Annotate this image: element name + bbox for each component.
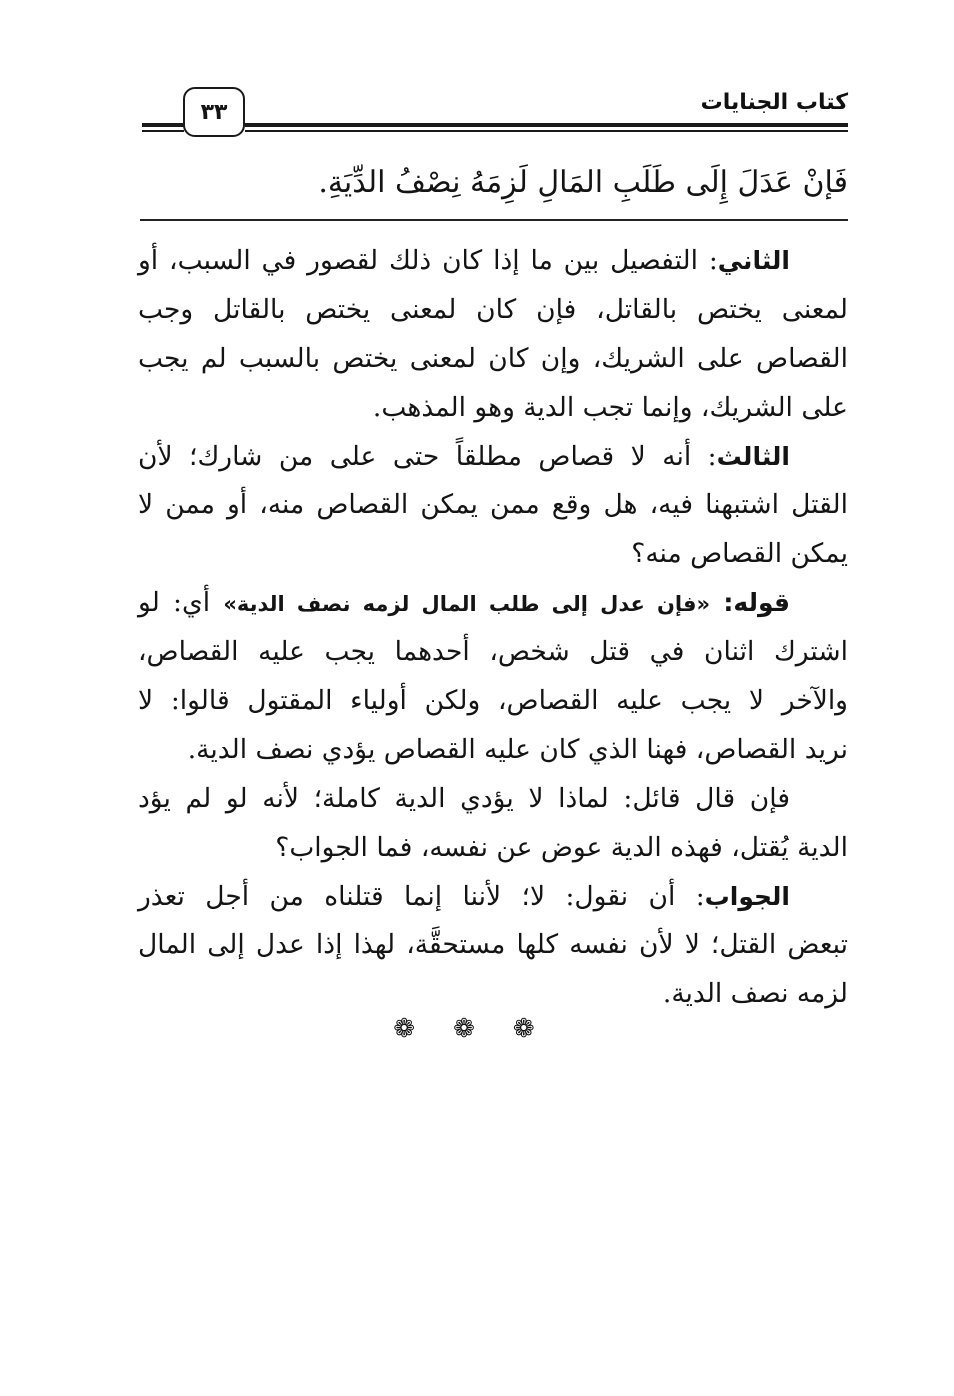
text-line: تبعض القتل؛ لا لأن نفسه كلها مستحقَّة، لهذا إذا عدل إلى المال <box>138 929 848 961</box>
text-line: نريد القصاص، فهنا الذي كان عليه القصاص يؤدي نصف الدية. <box>187 733 848 765</box>
line-text: : أنه لا قصاص مطلقاً حتى على من شارك؛ لأن <box>138 440 717 472</box>
text-line <box>138 579 848 628</box>
header-rule-thin <box>245 130 848 132</box>
text-line: لزمه نصف الدية. <box>662 978 848 1010</box>
header-rule-left-thick <box>142 123 184 127</box>
page-number-text: ٣٣ <box>200 99 228 125</box>
line-text: أي: لو <box>138 587 224 619</box>
text-line: اشترك اثنان في قتل شخص، أحدهما يجب عليه القصاص، <box>138 636 848 668</box>
header-rule-thick <box>245 123 848 127</box>
text-line: والآخر لا يجب عليه القصاص، ولكن أولياء المقتول قالوا: لا <box>138 685 848 717</box>
commentary <box>138 237 848 1019</box>
text-line: فإن قال قائل: لماذا لا يؤدي الدية كاملة؛ لأنه لو لم يؤد <box>138 782 790 814</box>
text-line <box>138 433 848 482</box>
paragraph-objection <box>138 775 848 873</box>
flower-ornament-icon: ❁ <box>393 1014 442 1044</box>
paragraph-third <box>138 433 848 580</box>
keyword: الجواب <box>704 881 790 911</box>
text-line <box>138 237 848 286</box>
text-line: على الشريك، وإنما تجب الدية وهو المذهب. <box>372 391 848 423</box>
keyword: الثاني <box>717 246 790 275</box>
section-end-ornaments <box>0 1014 954 1044</box>
text-line: القصاص على الشريك، وإن كان لمعنى يختص بالسبب لم يجب <box>138 342 848 374</box>
flower-ornament-icon: ❁ <box>453 1014 501 1044</box>
page-number <box>183 87 245 137</box>
text-line: لمعنى يختص بالقاتل، فإن كان لمعنى يختص بالقاتل وجب <box>138 293 848 325</box>
keyword: قوله: <box>723 588 790 618</box>
paragraph-second <box>138 237 848 433</box>
text-line: يمكن القصاص منه؟ <box>631 538 848 570</box>
line-text: : التفصيل بين ما إذا كان ذلك لقصور في السبب، أو <box>138 245 718 276</box>
header-rule-left-thin <box>142 130 184 132</box>
flower-ornament-icon: ❁ <box>512 1014 561 1044</box>
paragraph-qawluhu <box>138 579 848 775</box>
quoted-matn: «فإن عدل إلى طلب المال لزمه نصف الدية» <box>223 592 711 617</box>
matn-text: فَإنْ عَدَلَ إِلَى طَلَبِ المَالِ لَزِمَهُ نِصْفُ الدِّيَةِ. <box>318 165 848 200</box>
book-title: كتاب الجنايات <box>700 90 848 115</box>
matn-separator <box>140 219 848 221</box>
text-line: الدية يُقتل، فهذه الدية عوض عن نفسه، فما الجواب؟ <box>275 831 848 863</box>
text-line <box>138 873 848 922</box>
line-text: : أن نقول: لا؛ لأننا إنما قتلناه من أجل تعذر <box>138 880 705 912</box>
paragraph-answer <box>138 873 848 1020</box>
keyword: الثالث <box>716 441 790 471</box>
text-line: القتل اشتبهنا فيه، هل وقع ممن يمكن القصاص منه، أو ممن لا <box>138 489 848 521</box>
